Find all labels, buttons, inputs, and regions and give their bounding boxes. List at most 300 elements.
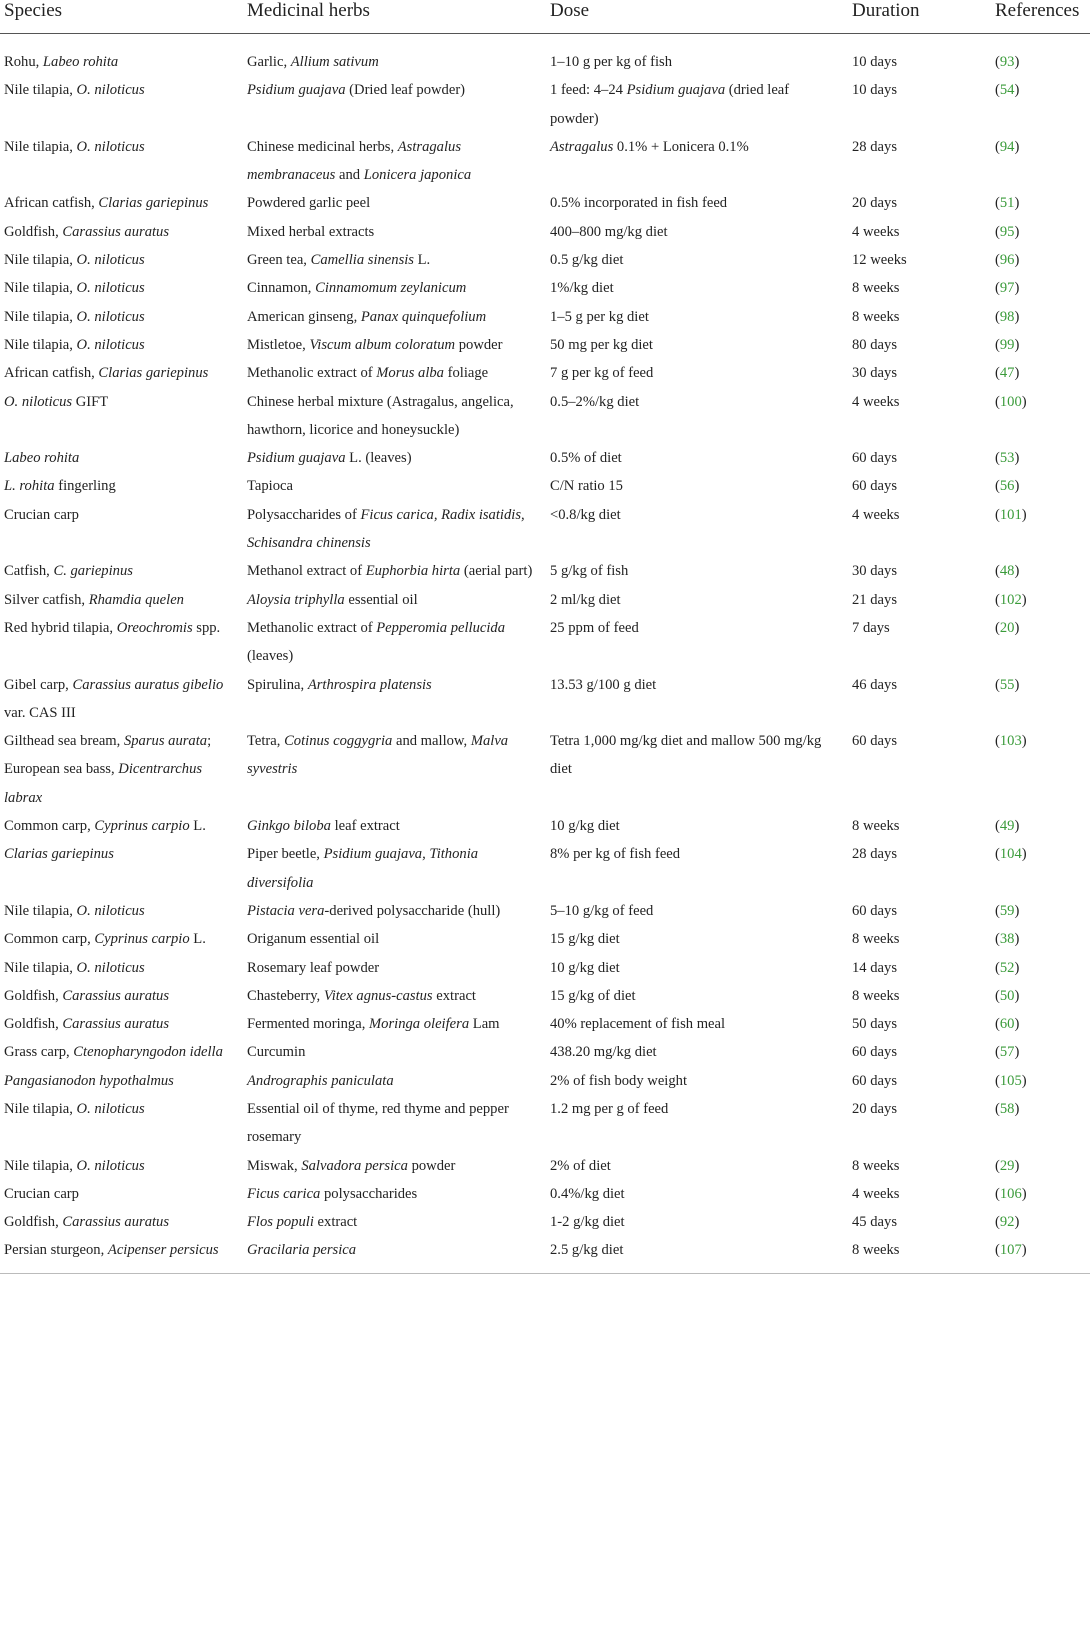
ref-paren-open: ( bbox=[995, 902, 1000, 919]
text-run: 0.4%/kg diet bbox=[550, 1185, 625, 1202]
text-run: Tetra, bbox=[247, 733, 285, 750]
ref-paren-close: ) bbox=[1014, 1214, 1020, 1231]
ref-paren-close: ) bbox=[1021, 591, 1027, 608]
column-header-dose: Dose bbox=[546, 0, 848, 34]
italic-text-run: Carassius auratus bbox=[62, 1016, 170, 1033]
reference-link[interactable]: 58 bbox=[999, 1100, 1015, 1117]
cell-dose bbox=[546, 274, 848, 302]
text-run: 1-2 g/kg diet bbox=[550, 1214, 625, 1231]
cell-medicinal-herbs bbox=[243, 1152, 546, 1180]
ref-paren-close: ) bbox=[1021, 1242, 1027, 1259]
cell-duration: 30 days bbox=[852, 365, 897, 382]
cell-dose bbox=[546, 982, 848, 1010]
cell-medicinal-herbs bbox=[243, 133, 546, 190]
text-run: Common carp, bbox=[4, 931, 95, 948]
reference-link[interactable]: 96 bbox=[999, 252, 1015, 269]
cell-species bbox=[0, 331, 243, 359]
text-run: Grass carp, bbox=[4, 1044, 74, 1061]
cell-reference bbox=[991, 388, 1090, 445]
text-run: Tapioca bbox=[247, 478, 293, 495]
table-row bbox=[0, 189, 1090, 217]
italic-text-run: Ctenopharyngodon idella bbox=[73, 1044, 223, 1061]
cell-reference bbox=[991, 501, 1090, 558]
cell-reference bbox=[991, 331, 1090, 359]
table-row bbox=[0, 1038, 1090, 1066]
text-run: 1 feed: 4–24 bbox=[550, 82, 627, 99]
cell-medicinal-herbs bbox=[243, 925, 546, 953]
cell-medicinal-herbs bbox=[243, 1067, 546, 1095]
ref-paren-close: ) bbox=[1014, 336, 1020, 353]
ref-paren-close: ) bbox=[1021, 1072, 1027, 1089]
reference-link[interactable]: 100 bbox=[999, 393, 1022, 410]
reference-link[interactable]: 38 bbox=[999, 931, 1015, 948]
cell-duration: 8 weeks bbox=[852, 987, 900, 1004]
cell-reference bbox=[991, 557, 1090, 585]
italic-text-run: Malva syvestris bbox=[247, 733, 509, 778]
italic-text-run: Pepperomia pellucida bbox=[376, 619, 506, 636]
cell-species bbox=[0, 246, 243, 274]
italic-text-run: Labeo rohita bbox=[42, 54, 119, 70]
ref-paren-open: ( bbox=[995, 563, 1000, 580]
italic-text-run: Euphorbia hirta bbox=[365, 563, 461, 580]
text-run: (Dried leaf powder) bbox=[345, 82, 466, 99]
text-run: Common carp, bbox=[4, 818, 95, 835]
text-run: extract bbox=[313, 1214, 358, 1231]
ref-paren-open: ( bbox=[995, 223, 1000, 240]
cell-duration: 8 weeks bbox=[852, 1242, 900, 1259]
reference-link[interactable]: 103 bbox=[999, 733, 1022, 750]
italic-text-run: O. niloticus bbox=[76, 82, 145, 99]
cell-duration: 14 days bbox=[852, 959, 897, 976]
cell-reference bbox=[991, 897, 1090, 925]
ref-paren-close: ) bbox=[1021, 733, 1027, 750]
reference-link[interactable]: 95 bbox=[999, 223, 1015, 240]
ref-paren-open: ( bbox=[995, 450, 1000, 467]
text-run: Chasteberry, bbox=[247, 987, 324, 1004]
table-row bbox=[0, 1152, 1090, 1180]
text-run: 25 ppm of feed bbox=[550, 619, 639, 636]
table-row bbox=[0, 274, 1090, 302]
ref-paren-open: ( bbox=[995, 506, 1000, 523]
cell-reference bbox=[991, 812, 1090, 840]
cell-species bbox=[0, 76, 243, 133]
cell-species bbox=[0, 1236, 243, 1272]
ref-paren-open: ( bbox=[995, 308, 1000, 325]
text-run: Goldfish, bbox=[4, 1214, 63, 1231]
cell-dose bbox=[546, 1208, 848, 1236]
text-run: Nile tilapia, bbox=[4, 308, 77, 325]
ref-paren-close: ) bbox=[1014, 252, 1020, 269]
table-row bbox=[0, 1095, 1090, 1152]
table-row bbox=[0, 954, 1090, 982]
text-run: foliage bbox=[443, 365, 489, 382]
text-run: Rohu, bbox=[4, 54, 43, 70]
cell-dose bbox=[546, 727, 848, 812]
italic-text-run: Astragalus bbox=[550, 138, 614, 155]
cell-species bbox=[0, 303, 243, 331]
cell-species bbox=[0, 1208, 243, 1236]
cell-dose bbox=[546, 614, 848, 671]
text-run: Mistletoe, bbox=[247, 336, 310, 353]
cell-species bbox=[0, 897, 243, 925]
text-run: Nile tilapia, bbox=[4, 1157, 77, 1174]
cell-reference bbox=[991, 444, 1090, 472]
cell-duration: 10 days bbox=[852, 54, 897, 70]
table-row bbox=[0, 34, 1090, 77]
table-row bbox=[0, 925, 1090, 953]
italic-text-run: Psidium guajava, Tithonia diversifolia bbox=[247, 846, 479, 891]
ref-paren-open: ( bbox=[995, 818, 1000, 835]
reference-link[interactable]: 107 bbox=[999, 1242, 1022, 1259]
text-run: fingerling bbox=[54, 478, 116, 495]
cell-reference bbox=[991, 840, 1090, 897]
text-run: -derived polysaccharide (hull) bbox=[324, 902, 501, 919]
cell-species bbox=[0, 1180, 243, 1208]
cell-reference bbox=[991, 925, 1090, 953]
italic-text-run: Flos populi bbox=[247, 1214, 314, 1231]
cell-reference bbox=[991, 671, 1090, 728]
cell-dose bbox=[546, 925, 848, 953]
reference-link[interactable]: 105 bbox=[999, 1072, 1022, 1089]
cell-reference bbox=[991, 34, 1090, 77]
cell-duration: 7 days bbox=[852, 619, 890, 636]
ref-paren-close: ) bbox=[1014, 450, 1020, 467]
cell-duration: 8 weeks bbox=[852, 1157, 900, 1174]
reference-link[interactable]: 102 bbox=[999, 591, 1022, 608]
text-run: Chinese herbal mixture (Astragalus, angelica, hawthorn, licorice and honeysuckle) bbox=[247, 393, 514, 438]
table-row bbox=[0, 982, 1090, 1010]
reference-link[interactable]: 99 bbox=[999, 336, 1015, 353]
italic-text-run: Psidium guajava bbox=[626, 82, 726, 99]
cell-dose bbox=[546, 1152, 848, 1180]
ref-paren-close: ) bbox=[1021, 393, 1027, 410]
italic-text-run: Psidium guajava bbox=[247, 82, 346, 99]
text-run: polysaccharides bbox=[320, 1185, 418, 1202]
text-run: Crucian carp bbox=[4, 1185, 79, 1202]
cell-reference bbox=[991, 1095, 1090, 1152]
text-run: 400–800 mg/kg diet bbox=[550, 223, 668, 240]
italic-text-run: Ficus carica, Radix isatidis, Schisandra chinensis bbox=[247, 506, 525, 552]
cell-dose bbox=[546, 218, 848, 246]
text-run: Persian sturgeon, bbox=[4, 1242, 108, 1259]
ref-paren-open: ( bbox=[995, 1100, 1000, 1117]
text-run: Fermented moringa, bbox=[247, 1016, 369, 1033]
cell-duration: 46 days bbox=[852, 676, 897, 693]
cell-species bbox=[0, 444, 243, 472]
reference-link[interactable]: 57 bbox=[999, 1044, 1015, 1061]
cell-dose bbox=[546, 189, 848, 217]
ref-paren-close: ) bbox=[1014, 1157, 1020, 1174]
cell-species bbox=[0, 614, 243, 671]
italic-text-run: O. niloticus bbox=[76, 1100, 145, 1117]
cell-duration: 60 days bbox=[852, 1072, 897, 1089]
table-row bbox=[0, 218, 1090, 246]
ref-paren-close: ) bbox=[1021, 846, 1027, 863]
cell-dose bbox=[546, 133, 848, 190]
italic-text-run: O. niloticus bbox=[76, 138, 145, 155]
ref-paren-open: ( bbox=[995, 846, 1000, 863]
text-run: Nile tilapia, bbox=[4, 1100, 77, 1117]
cell-medicinal-herbs bbox=[243, 218, 546, 246]
cell-species bbox=[0, 925, 243, 953]
text-run: Gibel carp, bbox=[4, 676, 73, 693]
table-row bbox=[0, 501, 1090, 558]
cell-dose bbox=[546, 76, 848, 133]
italic-text-run: C. gariepinus bbox=[53, 563, 133, 580]
table-row bbox=[0, 246, 1090, 274]
cell-medicinal-herbs bbox=[243, 1038, 546, 1066]
text-run: American ginseng, bbox=[247, 308, 361, 325]
text-run: African catfish, bbox=[4, 365, 99, 382]
cell-reference bbox=[991, 586, 1090, 614]
cell-reference bbox=[991, 76, 1090, 133]
text-run: Piper beetle, bbox=[247, 846, 324, 863]
ref-paren-open: ( bbox=[995, 54, 1000, 70]
reference-link[interactable]: 59 bbox=[999, 902, 1015, 919]
reference-link[interactable]: 52 bbox=[999, 959, 1015, 976]
cell-medicinal-herbs bbox=[243, 812, 546, 840]
text-run: 8% per kg of fish feed bbox=[550, 846, 681, 863]
ref-paren-open: ( bbox=[995, 931, 1000, 948]
text-run: extract bbox=[432, 987, 476, 1004]
text-run: Nile tilapia, bbox=[4, 336, 77, 353]
cell-species bbox=[0, 1152, 243, 1180]
italic-text-run: Moringa oleifera bbox=[369, 1016, 470, 1033]
text-run: Rosemary leaf powder bbox=[247, 959, 380, 976]
cell-dose bbox=[546, 1236, 848, 1272]
italic-text-run: Carassius auratus gibelio bbox=[72, 676, 224, 693]
text-run: 10 g/kg diet bbox=[550, 818, 620, 835]
table-row bbox=[0, 133, 1090, 190]
cell-medicinal-herbs bbox=[243, 1208, 546, 1236]
text-run: Gilthead sea bream, bbox=[4, 733, 124, 750]
ref-paren-open: ( bbox=[995, 987, 1000, 1004]
table-header bbox=[0, 0, 1090, 34]
text-run: Chinese medicinal herbs, bbox=[247, 138, 398, 155]
cell-reference bbox=[991, 1180, 1090, 1208]
reference-link[interactable]: 97 bbox=[999, 280, 1015, 297]
cell-dose bbox=[546, 557, 848, 585]
text-run: Miswak, bbox=[247, 1157, 302, 1174]
text-run: essential oil bbox=[344, 591, 418, 608]
cell-reference bbox=[991, 246, 1090, 274]
reference-link[interactable]: 53 bbox=[999, 450, 1015, 467]
reference-link[interactable]: 48 bbox=[999, 563, 1015, 580]
italic-text-run: O. niloticus bbox=[4, 393, 73, 410]
cell-duration: 10 days bbox=[852, 82, 897, 99]
table-row bbox=[0, 727, 1090, 812]
text-run: (aerial part) bbox=[460, 563, 533, 580]
reference-link[interactable]: 49 bbox=[999, 818, 1015, 835]
reference-link[interactable]: 20 bbox=[999, 619, 1015, 636]
italic-text-run: Cyprinus carpio bbox=[94, 931, 190, 948]
ref-paren-close: ) bbox=[1014, 195, 1020, 212]
ref-paren-close: ) bbox=[1014, 987, 1020, 1004]
text-run: Cinnamon, bbox=[247, 280, 316, 297]
ref-paren-close: ) bbox=[1014, 902, 1020, 919]
italic-text-run: Pangasianodon hypothalmus bbox=[4, 1072, 174, 1089]
italic-text-run: Astragalus membranaceus bbox=[247, 138, 462, 184]
reference-link[interactable]: 29 bbox=[999, 1157, 1015, 1174]
italic-text-run: Vitex agnus-castus bbox=[323, 987, 433, 1004]
italic-text-run: Cotinus coggygria bbox=[284, 733, 393, 750]
ref-paren-close: ) bbox=[1014, 308, 1020, 325]
reference-link[interactable]: 51 bbox=[999, 195, 1015, 212]
italic-text-run: Rhamdia quelen bbox=[88, 591, 184, 608]
italic-text-run: Carassius auratus bbox=[62, 223, 170, 240]
text-run: C/N ratio 15 bbox=[550, 478, 623, 495]
text-run: Goldfish, bbox=[4, 223, 63, 240]
italic-text-run: Salvadora persica bbox=[301, 1157, 408, 1174]
ref-paren-open: ( bbox=[995, 138, 1000, 155]
cell-dose bbox=[546, 812, 848, 840]
reference-link[interactable]: 50 bbox=[999, 987, 1015, 1004]
text-run: Polysaccharides of bbox=[247, 506, 361, 523]
ref-paren-open: ( bbox=[995, 1044, 1000, 1061]
text-run: L. (leaves) bbox=[345, 450, 412, 467]
ref-paren-open: ( bbox=[995, 280, 1000, 297]
cell-reference bbox=[991, 1208, 1090, 1236]
table-row bbox=[0, 671, 1090, 728]
ref-paren-close: ) bbox=[1014, 1100, 1020, 1117]
cell-duration: 8 weeks bbox=[852, 280, 900, 297]
reference-link[interactable]: 104 bbox=[999, 846, 1022, 863]
ref-paren-open: ( bbox=[995, 591, 1000, 608]
cell-dose bbox=[546, 1010, 848, 1038]
reference-link[interactable]: 55 bbox=[999, 676, 1015, 693]
ref-paren-close: ) bbox=[1014, 365, 1020, 382]
cell-dose bbox=[546, 671, 848, 728]
ref-paren-open: ( bbox=[995, 959, 1000, 976]
italic-text-run: O. niloticus bbox=[76, 1157, 145, 1174]
ref-paren-open: ( bbox=[995, 1016, 1000, 1033]
reference-link[interactable]: 98 bbox=[999, 308, 1015, 325]
text-run: Lam bbox=[469, 1016, 500, 1033]
italic-text-run: Gracilaria persica bbox=[247, 1242, 357, 1259]
italic-text-run: Lonicera japonica bbox=[363, 167, 472, 184]
cell-species bbox=[0, 812, 243, 840]
cell-dose bbox=[546, 34, 848, 77]
cell-medicinal-herbs bbox=[243, 954, 546, 982]
cell-duration: 21 days bbox=[852, 591, 897, 608]
italic-text-run: Cyprinus carpio bbox=[94, 818, 190, 835]
cell-medicinal-herbs bbox=[243, 1010, 546, 1038]
table-row bbox=[0, 1236, 1090, 1272]
italic-text-run: Allium sativum bbox=[290, 54, 379, 70]
cell-reference bbox=[991, 274, 1090, 302]
text-run: 1.2 mg per g of feed bbox=[550, 1100, 669, 1117]
cell-dose bbox=[546, 303, 848, 331]
cell-medicinal-herbs bbox=[243, 501, 546, 558]
cell-dose bbox=[546, 331, 848, 359]
italic-text-run: Viscum album coloratum bbox=[309, 336, 456, 353]
text-run: Goldfish, bbox=[4, 1016, 63, 1033]
italic-text-run: Clarias gariepinus bbox=[98, 195, 209, 212]
text-run: GIFT bbox=[72, 393, 109, 410]
cell-medicinal-herbs bbox=[243, 472, 546, 500]
text-run: Nile tilapia, bbox=[4, 902, 77, 919]
cell-species bbox=[0, 1067, 243, 1095]
text-run: African catfish, bbox=[4, 195, 99, 212]
text-run: 0.5% of diet bbox=[550, 450, 622, 467]
cell-medicinal-herbs bbox=[243, 274, 546, 302]
ref-paren-open: ( bbox=[995, 619, 1000, 636]
text-run: 5–10 g/kg of feed bbox=[550, 902, 654, 919]
text-run: 0.1% + Lonicera 0.1% bbox=[613, 138, 749, 155]
ref-paren-open: ( bbox=[995, 478, 1000, 495]
text-run: Spirulina, bbox=[247, 676, 308, 693]
cell-species bbox=[0, 586, 243, 614]
text-run: Mixed herbal extracts bbox=[247, 223, 375, 240]
reference-link[interactable]: 106 bbox=[999, 1185, 1022, 1202]
cell-reference bbox=[991, 218, 1090, 246]
text-run: 5 g/kg of fish bbox=[550, 563, 629, 580]
cell-species bbox=[0, 359, 243, 387]
reference-link[interactable]: 92 bbox=[999, 1214, 1015, 1231]
ref-paren-close: ) bbox=[1014, 1016, 1020, 1033]
cell-reference bbox=[991, 727, 1090, 812]
ref-paren-close: ) bbox=[1014, 563, 1020, 580]
text-run: Silver catfish, bbox=[4, 591, 89, 608]
cell-duration: 30 days bbox=[852, 563, 897, 580]
ref-paren-open: ( bbox=[995, 336, 1000, 353]
cell-dose bbox=[546, 246, 848, 274]
reference-link[interactable]: 56 bbox=[999, 478, 1015, 495]
cell-medicinal-herbs bbox=[243, 586, 546, 614]
cell-duration: 4 weeks bbox=[852, 223, 900, 240]
reference-link[interactable]: 47 bbox=[999, 365, 1015, 382]
column-header-duration: Duration bbox=[848, 0, 991, 34]
text-run: Green tea, bbox=[247, 252, 311, 269]
text-run: 7 g per kg of feed bbox=[550, 365, 654, 382]
text-run: 0.5% incorporated in fish feed bbox=[550, 195, 728, 212]
italic-text-run: Cinnamomum zeylanicum bbox=[315, 280, 467, 297]
text-run: Essential oil of thyme, red thyme and pepper rosemary bbox=[247, 1100, 509, 1146]
table-row bbox=[0, 303, 1090, 331]
ref-paren-open: ( bbox=[995, 676, 1000, 693]
cell-species bbox=[0, 189, 243, 217]
cell-dose bbox=[546, 501, 848, 558]
text-run: 1–5 g per kg diet bbox=[550, 308, 649, 325]
header-row bbox=[0, 0, 1090, 34]
cell-duration: 28 days bbox=[852, 138, 897, 155]
reference-link[interactable]: 54 bbox=[999, 82, 1015, 99]
ref-paren-close: ) bbox=[1014, 619, 1020, 636]
reference-link[interactable]: 93 bbox=[999, 54, 1015, 70]
italic-text-run: Clarias gariepinus bbox=[98, 365, 209, 382]
reference-link[interactable]: 60 bbox=[999, 1016, 1015, 1033]
cell-medicinal-herbs bbox=[243, 1236, 546, 1272]
text-run: Nile tilapia, bbox=[4, 138, 77, 155]
text-run: leaf extract bbox=[330, 818, 400, 835]
table-row bbox=[0, 586, 1090, 614]
ref-paren-close: ) bbox=[1014, 676, 1020, 693]
reference-link[interactable]: 101 bbox=[999, 506, 1022, 523]
table-row bbox=[0, 1067, 1090, 1095]
text-run: L. bbox=[413, 252, 431, 269]
cell-species bbox=[0, 388, 243, 445]
ref-paren-close: ) bbox=[1014, 54, 1020, 70]
italic-text-run: Labeo rohita bbox=[4, 450, 80, 467]
cell-dose bbox=[546, 1095, 848, 1152]
text-run: Nile tilapia, bbox=[4, 959, 77, 976]
cell-species bbox=[0, 557, 243, 585]
cell-medicinal-herbs bbox=[243, 614, 546, 671]
text-run: L. bbox=[189, 931, 206, 948]
italic-text-run: Camellia sinensis bbox=[310, 252, 414, 269]
reference-link[interactable]: 94 bbox=[999, 138, 1015, 155]
ref-paren-open: ( bbox=[995, 252, 1000, 269]
